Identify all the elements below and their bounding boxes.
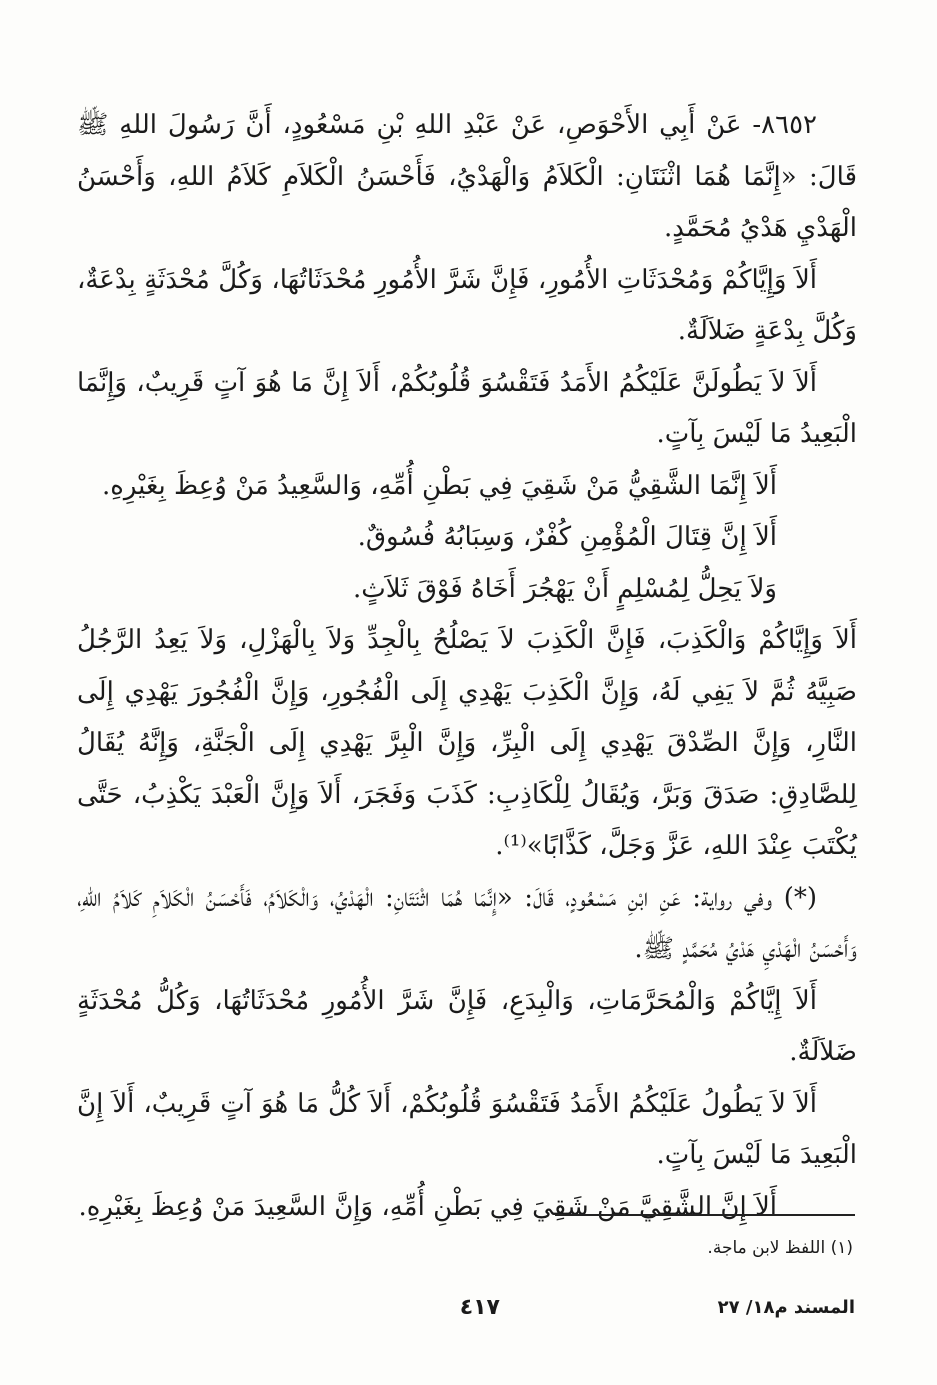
page-footer: [75, 1297, 855, 1327]
hadith-paragraph: أَلاَ إِنَّ قِتَالَ الْمُؤْمِنِ كُفْرٌ، وَسِبَابُهُ فُسُوقٌ.: [357, 522, 777, 552]
riwaya-paragraph: (*) وفي رواية: عَنِ ابْنِ مَسْعُودٍ، قَالَ: «إِنَّمَا هُمَا اثْنَتَانِ: الْهَدْيُ، وَالْكَلاَمُ، فَأَحْسَنُ الْكَلاَمِ كَلاَمُ اللهِ، وَأَحْسَنُ الْهَدْيِ هَدْيُ مُحَمَّدٍ ﷺ.: [77, 882, 857, 964]
hadith-paragraph: أَلاَ لاَ يَطُولَنَّ عَلَيْكُمُ الأَمَدُ فَتَقْسُوَ قُلُوبُكُمْ، أَلاَ إِنَّ مَا هُوَ آتٍ قَرِيبٌ، وَإِنَّمَا الْبَعِيدُ مَا لَيْسَ بِآتٍ.: [77, 367, 857, 449]
hadith-paragraph: أَلاَ إِنَّ الشَّقِيَّ مَنْ شَقِيَ فِي بَطْنِ أُمِّهِ، وَإِنَّ السَّعِيدَ مَنْ وُعِظَ بِغَيْرِهِ.: [78, 1191, 777, 1222]
hadith-paragraph: وَلاَ يَحِلُّ لِمُسْلِمٍ أَنْ يَهْجُرَ أَخَاهُ فَوْقَ ثَلاَثٍ.: [352, 573, 777, 604]
hadith-paragraph: أَلاَ لاَ يَطُولُ عَلَيْكُمُ الأَمَدُ فَتَقْسُوَ قُلُوبُكُمْ، أَلاَ كُلُّ مَا هُوَ آتٍ قَرِيبٌ، أَلاَ إِنَّ الْبَعِيدَ مَا لَيْسَ بِآتٍ.: [77, 1088, 857, 1170]
page-number: ٤١٧: [459, 1295, 500, 1320]
hadith-paragraph: أَلاَ وَإِيَّاكُمْ وَالْكَذِبَ، فَإِنَّ الْكَذِبَ لاَ يَصْلُحُ بِالْجِدِّ وَلاَ بِالْهَزْلِ، وَلاَ يَعِدُ الرَّجُلُ صَبِيَّهُ ثُمَّ لاَ يَفِي لَهُ، وَإِنَّ الْكَذِبَ يَهْدِي إِلَى الْفُجُورِ، وَإِنَّ الْفُجُورَ يَهْدِي إِلَى النَّارِ، وَإِنَّ الصِّدْقَ يَهْدِي إِلَى الْبِرِّ، وَإِنَّ الْبِرَّ يَهْدِي إِلَى الْجَنَّةِ، وَإِنَّهُ يُقَالُ لِلصَّادِقِ: صَدَقَ وَبَرَّ، وَيُقَالُ لِلْكَاذِبِ: كَذَبَ وَفَجَرَ، أَلاَ وَإِنَّ الْعَبْدَ يَكْذِبُ، حَتَّى يُكْتَبَ عِنْدَ اللهِ، عَزَّ وَجَلَّ، كَذَّابًا»⁽¹⁾.: [77, 625, 857, 861]
main-text: [77, 100, 857, 1233]
footnote: (١) اللفظ لابن ماجة.: [707, 1238, 853, 1258]
hadith-paragraph: أَلاَ إِيَّاكُمْ وَالْمُحَرَّمَاتِ، وَالْبِدَعِ، فَإِنَّ شَرَّ الأُمُورِ مُحْدَثَاتُهَا، وَكُلُّ مُحْدَثَةٍ ضَلاَلَةٌ.: [77, 985, 857, 1067]
hadith-paragraph: ٨٦٥٢- عَنْ أَبِي الأَحْوَصِ، عَنْ عَبْدِ اللهِ بْنِ مَسْعُودٍ، أَنَّ رَسُولَ اللهِ ﷺ قَالَ: «إِنَّمَا هُمَا اثْنَتَانِ: الْكَلاَمُ وَالْهَدْيُ، فَأَحْسَنُ الْكَلاَمِ كَلاَمُ اللهِ، وَأَحْسَنُ الْهَدْيِ هَدْيُ مُحَمَّدٍ.: [77, 110, 857, 243]
hadith-paragraph: أَلاَ إِنَّمَا الشَّقِيُّ مَنْ شَقِيَ فِي بَطْنِ أُمِّهِ، وَالسَّعِيدُ مَنْ وُعِظَ بِغَيْرِهِ.: [101, 470, 777, 501]
volume-reference: المسند م١٨/ ٢٧: [717, 1297, 855, 1318]
hadith-paragraph: أَلاَ وَإِيَّاكُمْ وَمُحْدَثَاتِ الأُمُورِ، فَإِنَّ شَرَّ الأُمُورِ مُحْدَثَاتُهَا، وَكُلَّ مُحْدَثَةٍ بِدْعَةٌ، وَكُلَّ بِدْعَةٍ ضَلاَلَةٌ.: [77, 264, 857, 346]
footnote-divider: [555, 1214, 855, 1216]
